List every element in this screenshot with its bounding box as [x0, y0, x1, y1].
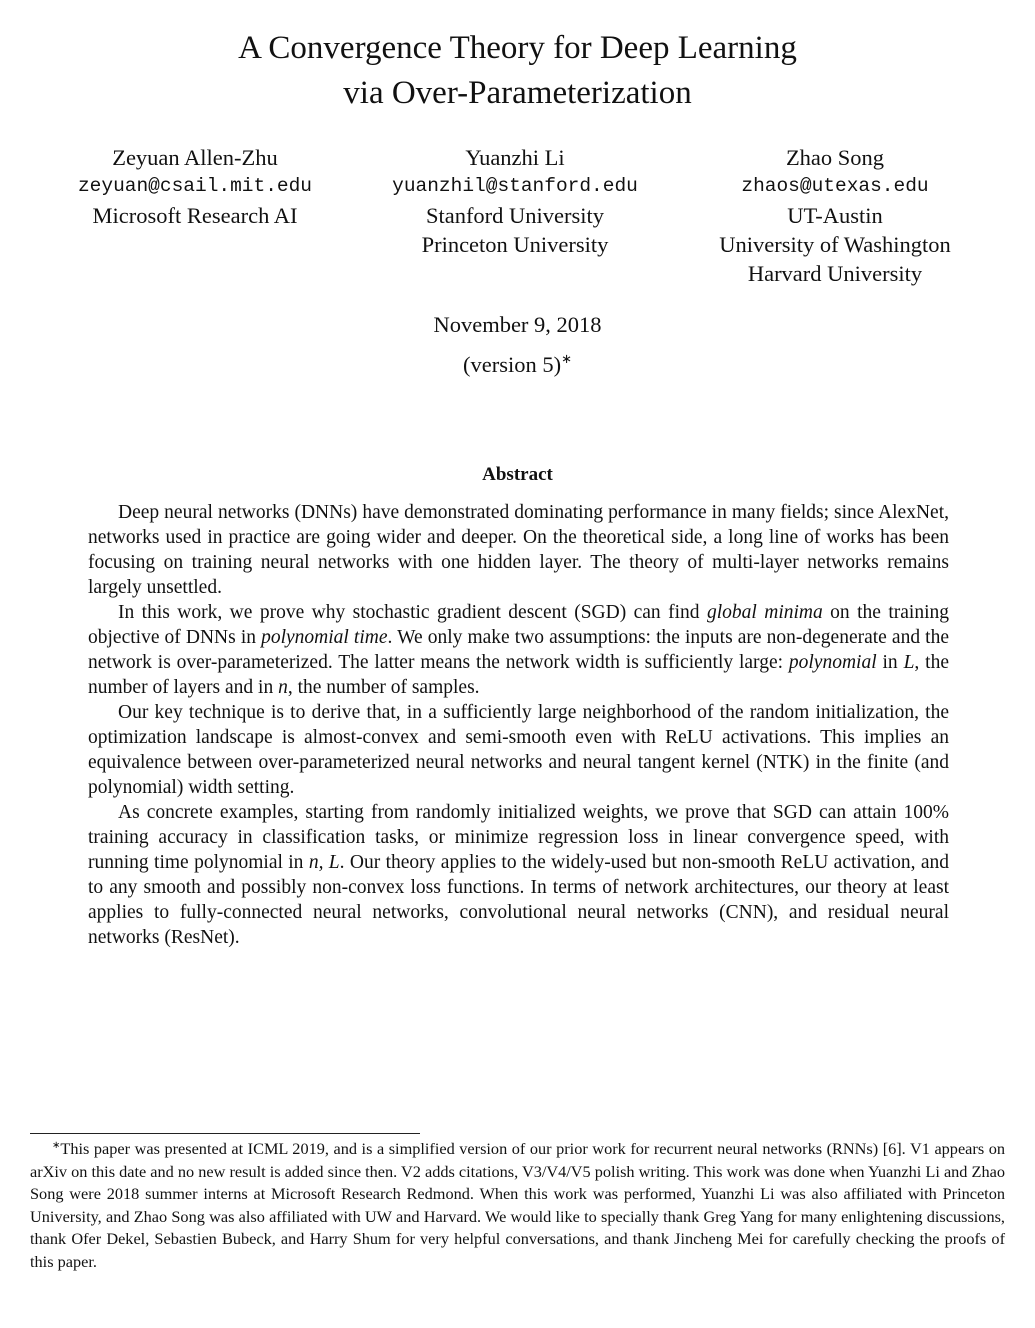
footnote [30, 1138, 1005, 1273]
emphasis: global minima [706, 602, 823, 623]
math-variable: n, L [308, 852, 340, 873]
author-name: Zeyuan Allen-Zhu [112, 145, 278, 170]
footnote-rule [30, 1133, 420, 1134]
emphasis: polynomial [788, 652, 877, 673]
abstract-paragraph: As concrete examples, starting from randomly initialized weights, we prove that SGD can attain 100% training accuracy in classification tasks, or minimize regression loss in linear convergence speed, with running time polynomial in n, L. Our theory applies to the widely-used but non-smooth ReLU activation, and to any smooth and possibly non-convex loss functions. In terms of network architectures, our theory at least applies to fully-connected neural networks, convolutional neural networks (CNN), and residual neural networks (ResNet). [88, 802, 949, 948]
paper-title [0, 26, 1035, 116]
author-email: yuanzhil@stanford.edu [392, 175, 638, 197]
author-block [360, 143, 670, 259]
title-line-1: A Convergence Theory for Deep Learning [238, 30, 797, 66]
author-name: Yuanzhi Li [465, 145, 565, 170]
abstract-body [88, 500, 949, 950]
abstract-paragraph: In this work, we prove why stochastic gradient descent (SGD) can find global minima on the training objective of DNNs in polynomial time. We only make two assumptions: the inputs are non-degenerate and the network is over-parameterized. The latter means the network width is sufficiently large: polynomial in L, the number of layers and in n, the number of samples. [88, 602, 949, 698]
math-variable: n [278, 677, 288, 698]
footnote-mark[interactable]: ∗ [561, 351, 572, 366]
author-email: zhaos@utexas.edu [741, 175, 929, 197]
author-affiliation: Harvard University [747, 261, 923, 286]
author-affiliation: University of Washington [719, 232, 951, 257]
paper-version [0, 350, 1035, 380]
abstract-heading: Abstract [482, 464, 553, 485]
author-affiliation: Princeton University [421, 232, 609, 257]
author-block [675, 143, 995, 288]
footnote-marker: ∗ [52, 1140, 61, 1151]
footnote-text: This paper was presented at ICML 2019, and is a simplified version of our prior work for recurrent neural networks (RNNs) [6]. V1 appears on arXiv on this date and no new result is added since then. V2 adds citations, V3/V4/V5 polish writing. This work was done when Yuanzhi Li and Zhao Song were 2018 summer interns at Microsoft Research Redmond. When this work was performed, Yuanzhi Li was also affiliated with Princeton University, and Zhao Song was also affiliated with UW and Harvard. We would like to specially thank Greg Yang for many enlightening discussions, thank Ofer Dekel, Sebastien Bubeck, and Harry Shum for very helpful conversations, and thank Jincheng Mei for carefully checking the proofs of this paper. [30, 1139, 1005, 1271]
emphasis: polynomial time [261, 627, 388, 648]
version-label: (version 5) [462, 352, 562, 377]
author-name: Zhao Song [785, 145, 885, 170]
author-affiliation: Microsoft Research AI [92, 203, 298, 228]
math-variable: L [903, 652, 915, 673]
author-email: zeyuan@csail.mit.edu [77, 175, 313, 197]
title-line-2: via Over-Parameterization [343, 75, 692, 111]
author-affiliation: UT-Austin [787, 203, 883, 228]
author-affiliation: Stanford University [425, 203, 605, 228]
abstract-paragraph: Deep neural networks (DNNs) have demonstrated dominating performance in many fields; since AlexNet, networks used in practice are going wider and deeper. On the theoretical side, a long line of works has been focusing on training neural networks with one hidden layer. The theory of multi-layer networks remains largely unsettled. [88, 502, 949, 598]
paper-date: November 9, 2018 [433, 312, 602, 337]
author-block [40, 143, 350, 230]
abstract-paragraph: Our key technique is to derive that, in a sufficiently large neighborhood of the random initialization, the optimization landscape is almost-convex and semi-smooth even with ReLU activations. This implies an equivalence between over-parameterized neural networks and neural tangent kernel (NTK) in the finite (and polynomial) width setting. [88, 702, 949, 798]
